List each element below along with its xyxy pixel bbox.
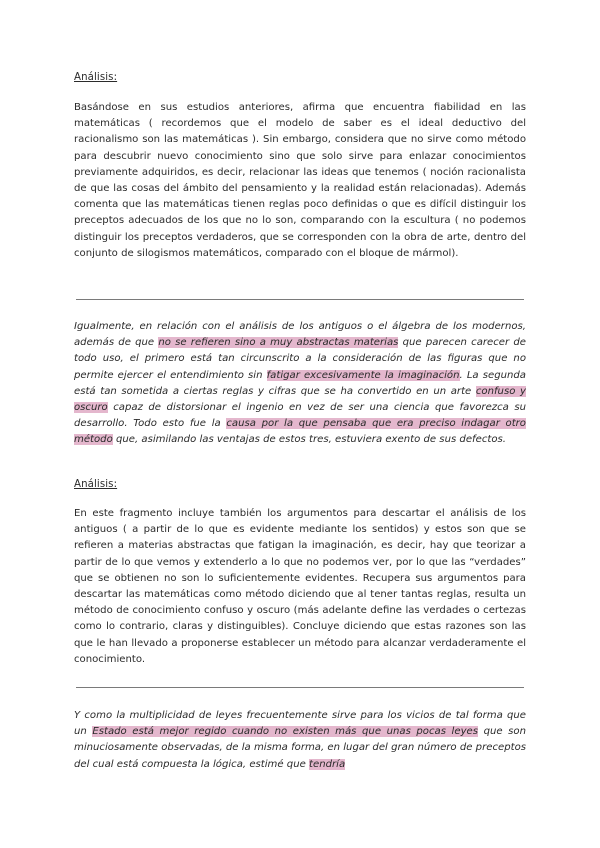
quote-paragraph-1	[74, 319, 526, 449]
quote1-highlight-1: no se refieren sino a muy abstractas materias	[158, 337, 399, 349]
quote1-text-4: capaz de distorsionar el ingenio en vez de ser una ciencia que favorezca su desarrollo. Todo esto fue la	[74, 402, 526, 430]
quote1-text-1: Igualmente, en relación con el análisis de los antiguos o el álgebra de los modernos, además de que	[74, 321, 526, 349]
quote1-text-3: . La segunda está tan sometida a ciertas reglas y cifras que se ha convertido en un arte	[74, 369, 526, 397]
quote2-highlight-2: tendría	[309, 758, 346, 770]
quote1-highlight-3: confuso y oscuro	[74, 385, 526, 414]
quote1-highlight-4: causa por la que pensaba que era preciso indagar otro método	[74, 418, 526, 446]
quote1-text-2: que parecen carecer de todo uso, el primero está tan circunscrito a la consideración de las figuras que no permite ejercer el entendimiento sin	[74, 337, 526, 381]
section-divider-2	[76, 687, 524, 688]
quote2-text-2: que son minuciosamente observadas, de la misma forma, en lugar del gran número de preceptos del cual está compuesta la lógica, estimé que	[74, 726, 527, 770]
quote2-text-1: Y como la multiplicidad de leyes frecuentemente sirve para los vicios de tal forma que un	[74, 710, 526, 738]
analysis-paragraph-1: Basándose en sus estudios anteriores, afirma que encuentra fiabilidad en las matemáticas ( recordemos que el modelo de saber es el ideal deductivo del racionalismo son las matemáticas ). Sin embargo, considera que no sirve como método para descubrir nuevo conocimiento sino que solo sirve para enlazar conocimientos previamente adquiridos, es decir, relacionar las ideas que tenemos ( noción racionalista de que las cosas del ámbito del pensamiento y la realidad están relacionadas). Además comenta que las matemáticas tienen reglas poco definidas o que es difícil distinguir los preceptos adecuados de los que no lo son, comparando con la escultura ( no podemos distinguir los preceptos verdaderos, que se corresponden con la obra de arte, dentro del conjunto de silogismos matemáticos, comparado con el bloque de mármol).	[74, 102, 526, 259]
analysis-paragraph-2: En este fragmento incluye también los argumentos para descartar el análisis de los antiguos ( a partir de lo que es evidente mediante los sentidos) y estos son que se refieren a materias abstractas que fatigan la imaginación, es decir, hay que teorizar a partir de lo que vemos y extenderlo a lo que no podemos ver, por lo que las “verdades” que se obtienen no son lo suficientemente evidentes. Recupera sus argumentos para descartar las matemáticas como método diciendo que al tener tantas reglas, resulta un método de conocimiento confuso y oscuro (más adelante define las verdades o certezas como lo contrario, claras y distinguibles). Concluye diciendo que estas razones son las que le han llevado a proponerse establecer un método para alcanzar verdaderamente el conocimiento.	[74, 508, 526, 665]
quote-paragraph-2	[74, 708, 526, 773]
section-heading-analisis-1: Análisis:	[74, 72, 118, 83]
quote1-highlight-2: fatigar excesivamente la imaginación	[266, 369, 460, 381]
section-heading-analisis-2: Análisis:	[74, 479, 118, 490]
quote2-highlight-1: Estado está mejor regido cuando no existen más que unas pocas leyes	[92, 726, 479, 738]
quote1-text-5: que, asimilando las ventajas de estos tres, estuviera exento de sus defectos.	[112, 434, 506, 446]
section-divider-1	[76, 299, 524, 300]
